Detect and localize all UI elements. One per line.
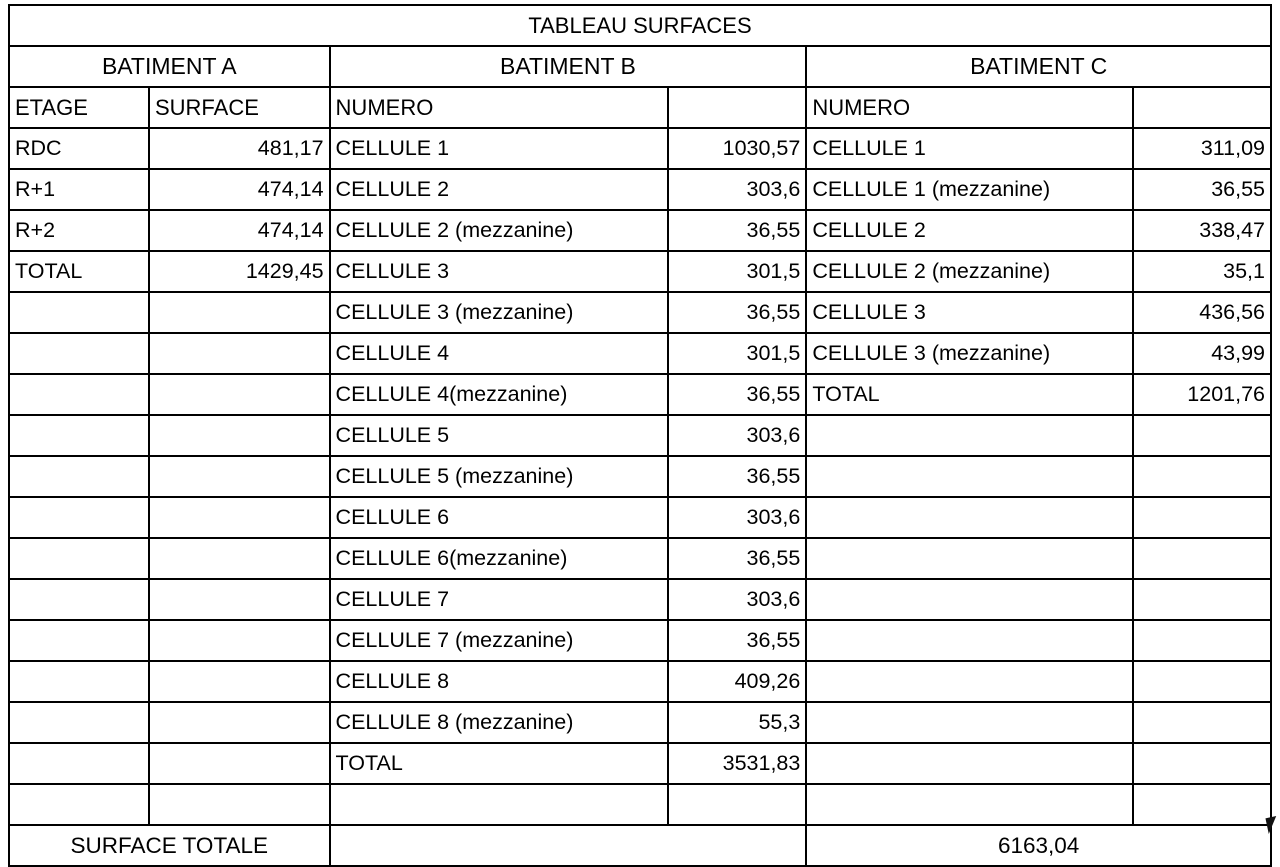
cell-c-surface: 35,1 <box>1133 251 1271 292</box>
cell-c-name: CELLULE 2 <box>806 210 1133 251</box>
cell-a-name: R+1 <box>9 169 149 210</box>
cell-b-surface: 36,55 <box>668 292 806 333</box>
table-row <box>9 702 1271 743</box>
cell-a-surface <box>149 456 330 497</box>
table-row <box>9 415 1271 456</box>
cell-b-surface: 36,55 <box>668 374 806 415</box>
cell-c-name <box>806 620 1133 661</box>
cell-c-surface <box>1133 497 1271 538</box>
surface-totale-spacer <box>330 825 807 866</box>
cell-c-name <box>806 743 1133 784</box>
cell-c-surface <box>1133 702 1271 743</box>
cell-b-name: CELLULE 3 (mezzanine) <box>330 292 669 333</box>
cell-b-surface <box>668 784 806 825</box>
cell-c-name: CELLULE 3 <box>806 292 1133 333</box>
cell-a-surface <box>149 702 330 743</box>
cell-c-surface: 36,55 <box>1133 169 1271 210</box>
cell-c-name <box>806 538 1133 579</box>
cell-c-name: CELLULE 1 <box>806 128 1133 169</box>
table-row <box>9 210 1271 251</box>
cell-b-name: CELLULE 6(mezzanine) <box>330 538 669 579</box>
group-header-batiment-a: BATIMENT A <box>9 46 330 87</box>
table-row <box>9 292 1271 333</box>
cell-b-name <box>330 784 669 825</box>
table-row <box>9 456 1271 497</box>
cell-b-name: CELLULE 3 <box>330 251 669 292</box>
cell-a-name: RDC <box>9 128 149 169</box>
cell-a-name <box>9 743 149 784</box>
cell-b-surface: 303,6 <box>668 415 806 456</box>
surface-totale-label: SURFACE TOTALE <box>9 825 330 866</box>
cell-c-surface <box>1133 456 1271 497</box>
cell-b-surface: 409,26 <box>668 661 806 702</box>
table-row <box>9 374 1271 415</box>
cell-b-name: CELLULE 7 (mezzanine) <box>330 620 669 661</box>
table-row <box>9 620 1271 661</box>
cell-a-name <box>9 538 149 579</box>
cell-b-surface: 301,5 <box>668 251 806 292</box>
cell-a-name <box>9 579 149 620</box>
group-header-batiment-b: BATIMENT B <box>330 46 807 87</box>
cell-a-surface <box>149 333 330 374</box>
spreadsheet-canvas <box>0 4 1280 858</box>
cell-c-name <box>806 702 1133 743</box>
surface-totale-row <box>9 825 1271 866</box>
cell-a-name <box>9 702 149 743</box>
cell-b-name: CELLULE 8 (mezzanine) <box>330 702 669 743</box>
cell-c-surface: 1201,76 <box>1133 374 1271 415</box>
cell-a-name: TOTAL <box>9 251 149 292</box>
cell-a-surface <box>149 415 330 456</box>
table-spacer-row <box>9 784 1271 825</box>
cell-a-surface <box>149 538 330 579</box>
cell-b-surface: 303,6 <box>668 497 806 538</box>
cell-a-name <box>9 497 149 538</box>
cell-b-name: CELLULE 2 <box>330 169 669 210</box>
surface-totale-value: 6163,04 <box>806 825 1271 866</box>
cell-c-name <box>806 415 1133 456</box>
cell-c-surface: 311,09 <box>1133 128 1271 169</box>
cell-a-surface <box>149 292 330 333</box>
cell-a-name <box>9 292 149 333</box>
cell-c-name <box>806 661 1133 702</box>
cell-b-name: CELLULE 7 <box>330 579 669 620</box>
table-row <box>9 743 1271 784</box>
cell-a-surface: 474,14 <box>149 210 330 251</box>
cell-c-name: CELLULE 2 (mezzanine) <box>806 251 1133 292</box>
cell-b-name: TOTAL <box>330 743 669 784</box>
surfaces-table <box>8 4 1272 867</box>
table-row <box>9 497 1271 538</box>
cell-c-name: CELLULE 3 (mezzanine) <box>806 333 1133 374</box>
mouse-cursor-icon <box>1265 816 1279 834</box>
column-header-surface: SURFACE <box>149 87 330 128</box>
cell-b-surface: 303,6 <box>668 579 806 620</box>
column-header-numero-c: NUMERO <box>806 87 1133 128</box>
cell-a-surface: 1429,45 <box>149 251 330 292</box>
group-header-row <box>9 46 1271 87</box>
cell-a-surface <box>149 497 330 538</box>
cell-a-name <box>9 456 149 497</box>
cell-b-surface: 55,3 <box>668 702 806 743</box>
cell-a-name <box>9 333 149 374</box>
cell-b-surface: 1030,57 <box>668 128 806 169</box>
cell-a-name <box>9 620 149 661</box>
cell-c-surface <box>1133 415 1271 456</box>
cell-b-name: CELLULE 5 <box>330 415 669 456</box>
column-header-etage: ETAGE <box>9 87 149 128</box>
table-row <box>9 661 1271 702</box>
cell-a-surface: 474,14 <box>149 169 330 210</box>
cell-c-surface <box>1133 661 1271 702</box>
cell-b-name: CELLULE 1 <box>330 128 669 169</box>
column-header-numero-b: NUMERO <box>330 87 669 128</box>
cell-c-surface: 338,47 <box>1133 210 1271 251</box>
cell-b-name: CELLULE 2 (mezzanine) <box>330 210 669 251</box>
cell-c-surface: 43,99 <box>1133 333 1271 374</box>
table-row <box>9 128 1271 169</box>
column-header-row <box>9 87 1271 128</box>
cell-b-surface: 36,55 <box>668 538 806 579</box>
table-row <box>9 251 1271 292</box>
cell-c-surface <box>1133 743 1271 784</box>
cell-b-name: CELLULE 8 <box>330 661 669 702</box>
table-row <box>9 169 1271 210</box>
cell-b-surface: 36,55 <box>668 620 806 661</box>
cell-b-name: CELLULE 4 <box>330 333 669 374</box>
cell-c-surface <box>1133 784 1271 825</box>
cell-a-surface <box>149 743 330 784</box>
cell-c-surface <box>1133 620 1271 661</box>
cell-b-name: CELLULE 5 (mezzanine) <box>330 456 669 497</box>
cell-a-surface <box>149 784 330 825</box>
cell-a-name <box>9 784 149 825</box>
cell-c-name: CELLULE 1 (mezzanine) <box>806 169 1133 210</box>
cell-c-name <box>806 579 1133 620</box>
cell-a-surface <box>149 661 330 702</box>
cell-b-surface: 3531,83 <box>668 743 806 784</box>
column-header-value-b <box>668 87 806 128</box>
cell-c-name <box>806 456 1133 497</box>
page-title: TABLEAU SURFACES <box>9 5 1271 46</box>
cell-c-surface <box>1133 538 1271 579</box>
cell-a-name <box>9 374 149 415</box>
cell-a-name: R+2 <box>9 210 149 251</box>
cell-b-surface: 36,55 <box>668 210 806 251</box>
cell-b-name: CELLULE 6 <box>330 497 669 538</box>
table-title-row <box>9 5 1271 46</box>
cell-c-name: TOTAL <box>806 374 1133 415</box>
cell-c-surface: 436,56 <box>1133 292 1271 333</box>
cell-c-name <box>806 497 1133 538</box>
cell-b-surface: 36,55 <box>668 456 806 497</box>
cell-a-name <box>9 415 149 456</box>
column-header-value-c <box>1133 87 1271 128</box>
cell-c-surface <box>1133 579 1271 620</box>
cell-a-surface <box>149 579 330 620</box>
cell-a-surface <box>149 620 330 661</box>
table-row <box>9 579 1271 620</box>
group-header-batiment-c: BATIMENT C <box>806 46 1271 87</box>
cell-a-surface <box>149 374 330 415</box>
cell-a-surface: 481,17 <box>149 128 330 169</box>
cell-a-name <box>9 661 149 702</box>
table-row <box>9 333 1271 374</box>
cell-b-surface: 301,5 <box>668 333 806 374</box>
cell-b-name: CELLULE 4(mezzanine) <box>330 374 669 415</box>
cell-c-name <box>806 784 1133 825</box>
cell-b-surface: 303,6 <box>668 169 806 210</box>
table-row <box>9 538 1271 579</box>
